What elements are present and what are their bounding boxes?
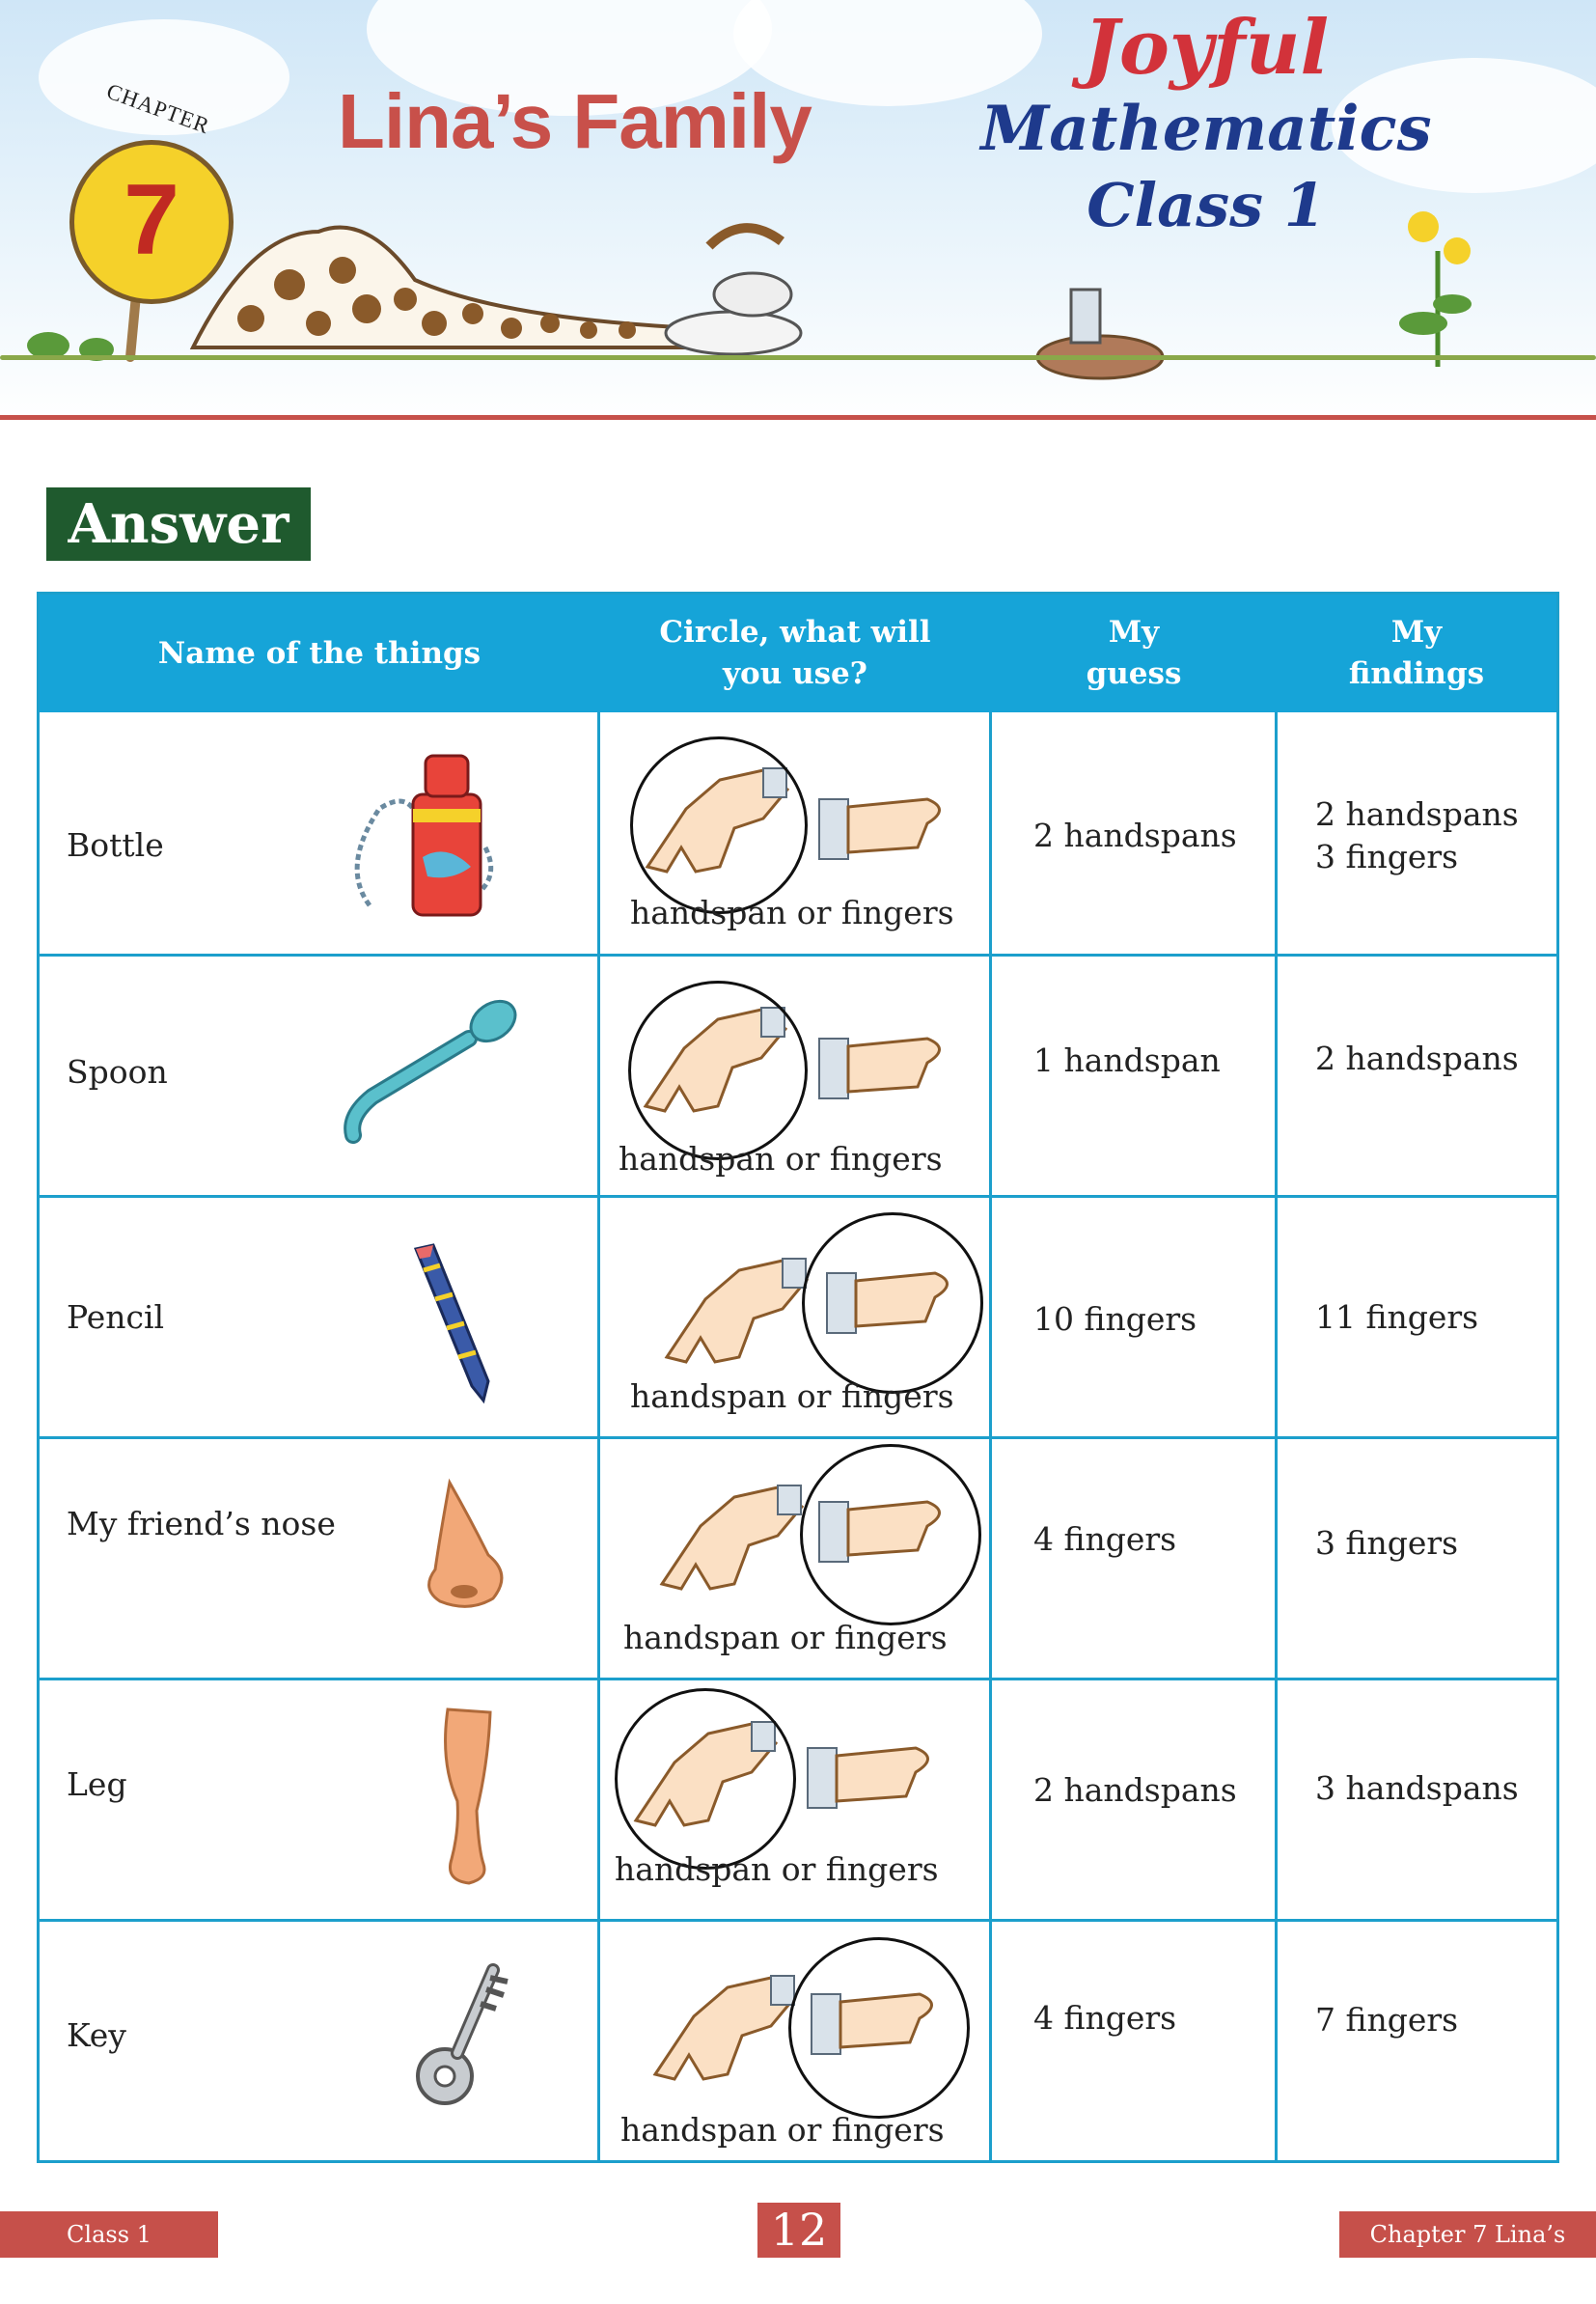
leg-icon bbox=[430, 1705, 508, 1888]
thing-name: Bottle bbox=[67, 826, 164, 864]
handspan-icon bbox=[643, 1478, 816, 1603]
thing-name: Spoon bbox=[67, 1053, 168, 1091]
chapter-title: Lina’s Family bbox=[338, 78, 812, 164]
handspan-icon bbox=[647, 1251, 821, 1376]
thing-name: Leg bbox=[67, 1765, 127, 1803]
answer-label-box bbox=[46, 487, 311, 561]
selection-circle bbox=[630, 736, 808, 914]
selection-circle bbox=[628, 981, 808, 1160]
table-row bbox=[40, 1922, 1556, 2163]
my-guess-value: 2 handspans bbox=[1033, 817, 1237, 854]
table-row bbox=[40, 957, 1556, 1198]
table-header bbox=[40, 595, 1556, 712]
answer-label: Answer bbox=[68, 492, 289, 556]
nose-icon bbox=[411, 1478, 517, 1613]
table-row bbox=[40, 712, 1556, 954]
pencil-icon bbox=[397, 1241, 512, 1405]
my-guess-value: 1 handspan bbox=[1033, 1041, 1221, 1079]
tool-caption: handspan or fingers bbox=[619, 1140, 943, 1178]
header-name-of-things: Name of the things bbox=[157, 635, 482, 671]
tool-caption: handspan or fingers bbox=[630, 1377, 954, 1415]
footer-subject: Class 1 Mathematics bbox=[0, 2211, 218, 2258]
my-guess-value: 4 fingers bbox=[1033, 1520, 1177, 1558]
my-findings-value: 3 handspans bbox=[1315, 1769, 1519, 1807]
header-banner bbox=[0, 0, 1596, 425]
tool-caption: handspan or fingers bbox=[630, 894, 954, 931]
header-rule bbox=[0, 415, 1596, 420]
fingers-icon bbox=[800, 1719, 945, 1825]
my-guess-value: 10 fingers bbox=[1033, 1300, 1197, 1338]
table-row bbox=[40, 1680, 1556, 1922]
tool-caption: handspan or fingers bbox=[615, 1850, 939, 1888]
selection-circle bbox=[615, 1688, 796, 1870]
chapter-number: 7 bbox=[124, 164, 179, 276]
series-title-line1: Joyful bbox=[1083, 4, 1330, 92]
page-number: 12 bbox=[757, 2203, 840, 2258]
header-my-guess: My guess bbox=[1086, 615, 1182, 691]
footer-chapter: Chapter 7 Lina’s Family bbox=[1339, 2211, 1596, 2258]
series-title-line3: Class 1 bbox=[1087, 170, 1326, 240]
my-findings-value: 2 handspans bbox=[1315, 1040, 1519, 1077]
my-guess-value: 4 fingers bbox=[1033, 1999, 1177, 2037]
chapter-badge bbox=[69, 140, 234, 304]
my-findings-value: 11 fingers bbox=[1315, 1298, 1479, 1336]
fingers-icon bbox=[812, 1010, 956, 1116]
key-icon bbox=[411, 1951, 517, 2115]
bottle-icon bbox=[341, 751, 505, 925]
answer-table bbox=[37, 592, 1559, 2163]
header-my-findings: My findings bbox=[1348, 615, 1485, 691]
selection-circle bbox=[800, 1444, 981, 1625]
spoon-icon bbox=[334, 990, 527, 1154]
tool-caption: handspan or fingers bbox=[620, 2111, 945, 2149]
ground-line bbox=[0, 355, 1596, 360]
my-findings-value: 7 fingers bbox=[1315, 2001, 1459, 2039]
selection-circle bbox=[802, 1212, 983, 1394]
thing-name: Key bbox=[67, 2016, 126, 2054]
chapter-word: CHAPTER bbox=[103, 78, 213, 139]
table-row bbox=[40, 1439, 1556, 1680]
table-row bbox=[40, 1198, 1556, 1439]
tool-caption: handspan or fingers bbox=[623, 1619, 948, 1656]
selection-circle bbox=[788, 1937, 970, 2119]
thing-name: Pencil bbox=[67, 1298, 165, 1336]
series-title-line2: Mathematics bbox=[980, 93, 1432, 165]
my-guess-value: 2 handspans bbox=[1033, 1771, 1237, 1809]
header-circle-tool: Circle, what will you use? bbox=[659, 615, 931, 691]
my-findings-value: 3 fingers bbox=[1315, 1524, 1459, 1562]
thing-name: My friend’s nose bbox=[67, 1505, 336, 1542]
handspan-icon bbox=[636, 1968, 810, 2094]
fingers-icon bbox=[812, 770, 956, 876]
my-findings-value: 2 handspans 3 fingers bbox=[1315, 795, 1519, 875]
